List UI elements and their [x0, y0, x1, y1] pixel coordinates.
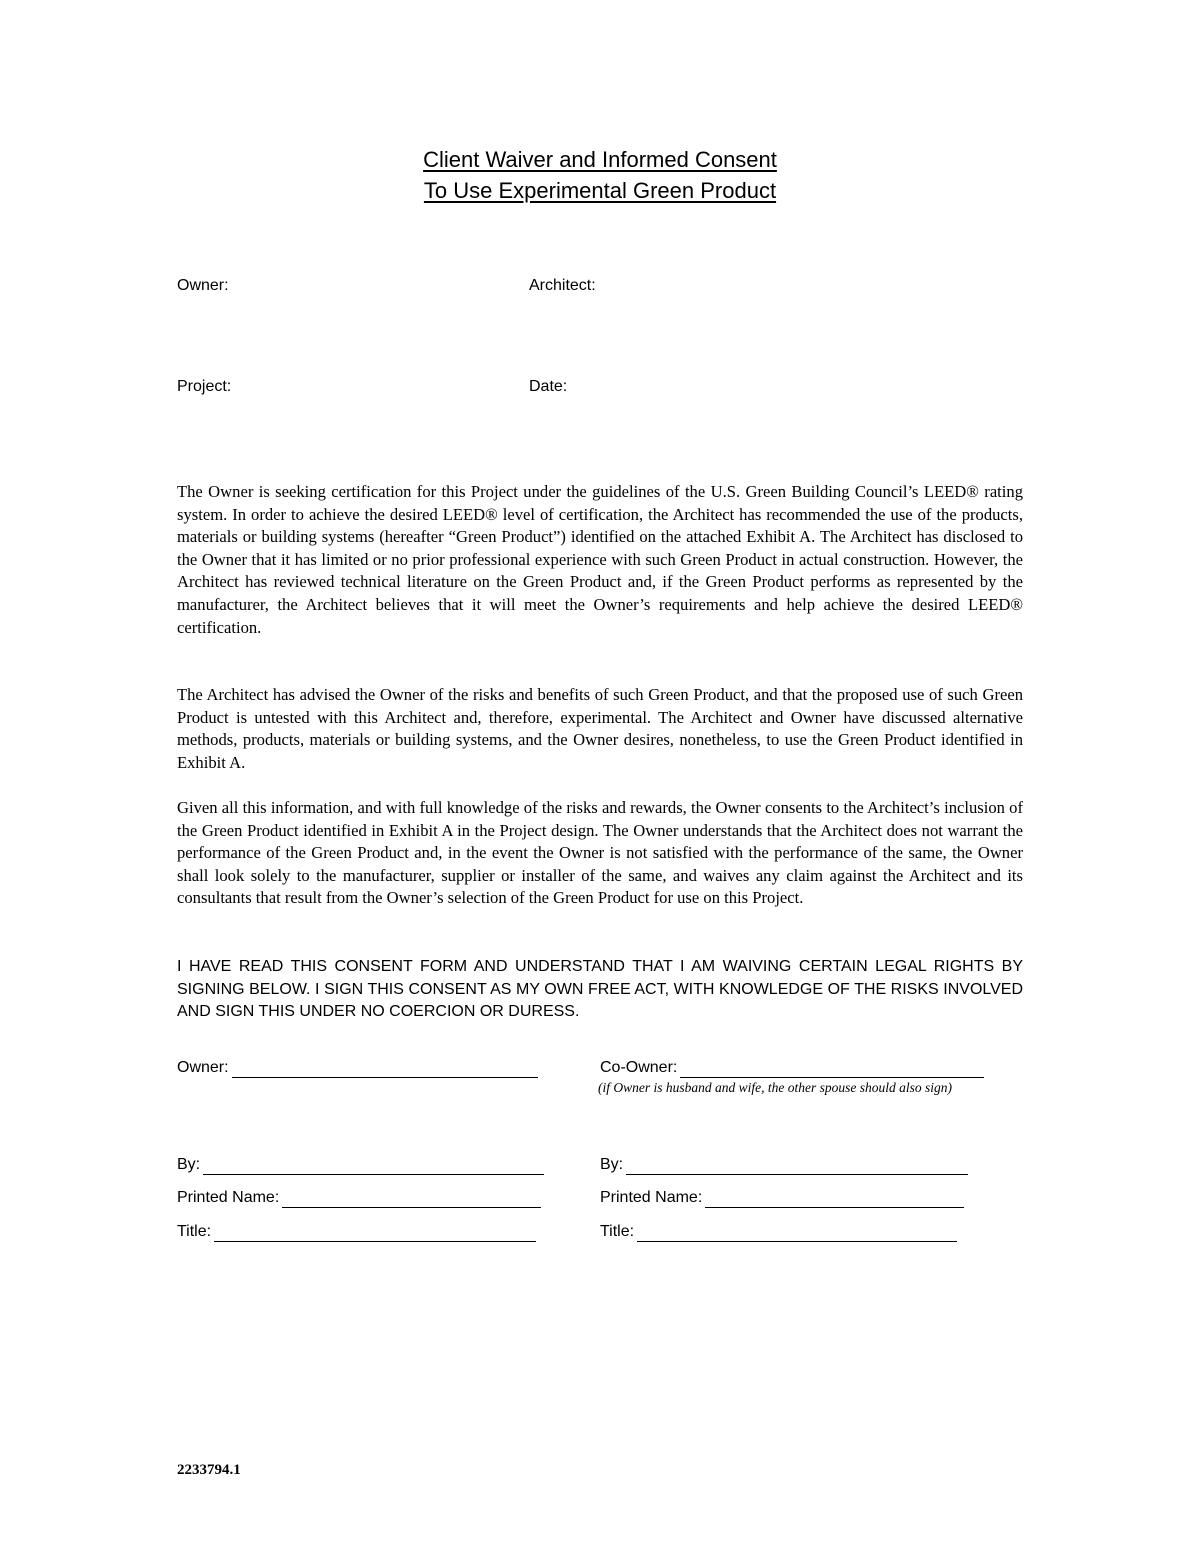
co-owner-signature-line[interactable] [680, 1062, 984, 1078]
document-title [0, 144, 1200, 206]
paragraph-consent: Given all this information, and with full knowledge of the risks and rewards, the Owner consents to the Architect’s inclusion of the Green Product identified in Exhibit A in the Project design. The Owner understands that the Architect does not warrant the performance of the Green Product and, in the event the Owner is not satisfied with the performance of the same, the Owner shall look solely to the manufacturer, supplier or installer of the same, and waives any claim against the Architect and its consultants that result from the Owner’s selection of the Green Product for use on this Project. [177, 798, 1023, 908]
co-owner-signature-label: Co-Owner: [600, 1059, 678, 1076]
right-by-line[interactable] [626, 1159, 968, 1175]
right-title-field[interactable] [600, 1222, 957, 1242]
left-by-label: By: [177, 1156, 201, 1173]
right-printed-name-field[interactable] [600, 1188, 964, 1208]
owner-label: Owner: [177, 277, 229, 294]
title-line-2: To Use Experimental Green Product [423, 178, 777, 203]
right-printed-name-line[interactable] [705, 1192, 964, 1208]
left-title-field[interactable] [177, 1222, 536, 1242]
co-owner-signature-field[interactable] [600, 1058, 984, 1078]
consent-statement: I HAVE READ THIS CONSENT FORM AND UNDERSTAND THAT I AM WAIVING CERTAIN LEGAL RIGHTS BY SIGNING BELOW. I SIGN THIS CONSENT AS MY OWN FREE ACT, WITH KNOWLEDGE OF THE RISKS INVOLVED AND SIGN THIS UNDER NO COERCION OR DURESS. [177, 958, 1023, 1021]
project-label: Project: [177, 378, 232, 395]
document-number: 2233794.1 [177, 1462, 241, 1478]
left-printed-name-field[interactable] [177, 1188, 541, 1208]
title-line-1: Client Waiver and Informed Consent [423, 147, 777, 172]
right-title-label: Title: [600, 1223, 635, 1240]
owner-signature-field[interactable] [177, 1058, 538, 1078]
owner-signature-label: Owner: [177, 1059, 229, 1076]
left-by-field[interactable] [177, 1155, 544, 1175]
date-label: Date: [529, 378, 568, 395]
left-title-label: Title: [177, 1223, 212, 1240]
left-title-line[interactable] [214, 1226, 536, 1242]
paragraph-certification: The Owner is seeking certification for this Project under the guidelines of the U.S. Green Building Council’s LEED® rating system. In order to achieve the desired LEED® level of certification, the Architect has recommended the use of the products, materials or building systems (hereafter “Green Product”) identified on the attached Exhibit A. The Architect has disclosed to the Owner that it has limited or no prior professional experience with such Green Product in actual construction. However, the Architect has reviewed technical literature on the Green Product and, if the Green Product performs as represented by the manufacturer, the Architect believes that it will meet the Owner’s requirements and help achieve the desired LEED® certification. [177, 482, 1023, 637]
co-owner-note: (if Owner is husband and wife, the other spouse should also sign) [598, 1080, 952, 1095]
right-by-label: By: [600, 1156, 624, 1173]
left-by-line[interactable] [203, 1159, 544, 1175]
owner-signature-line[interactable] [232, 1062, 538, 1078]
left-printed-name-label: Printed Name: [177, 1189, 280, 1206]
right-by-field[interactable] [600, 1155, 968, 1175]
paragraph-risks: The Architect has advised the Owner of the risks and benefits of such Green Product, and that the proposed use of such Green Product is untested with this Architect and, therefore, experimental. The Architect and Owner have discussed alternative methods, products, materials or building systems, and the Owner desires, nonetheless, to use the Green Product identified in Exhibit A. [177, 685, 1023, 772]
architect-label: Architect: [529, 277, 596, 294]
right-printed-name-label: Printed Name: [600, 1189, 703, 1206]
right-title-line[interactable] [637, 1226, 957, 1242]
left-printed-name-line[interactable] [282, 1192, 541, 1208]
